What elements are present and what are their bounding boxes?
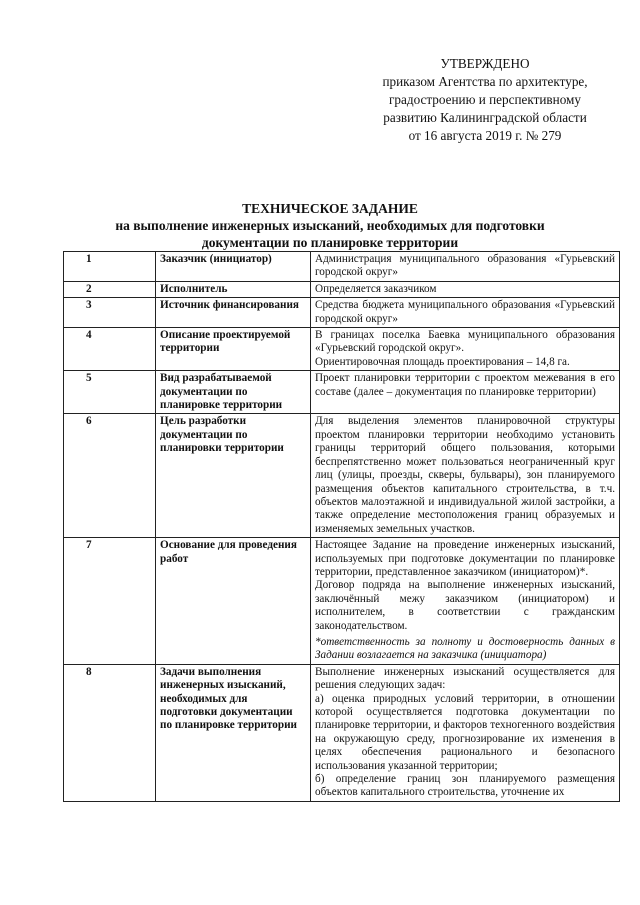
table-row — [64, 414, 620, 538]
row-value-paragraph: Настоящее Задание на проведение инженерных изысканий, используемых при подготовке документации по планировке территории, представленное заказчиком (инициатором)*. — [315, 539, 615, 578]
approval-block — [360, 55, 610, 145]
row-label: Описание проектируемой территории — [156, 328, 311, 371]
row-label: Задачи выполнения инженерных изысканий, необходимых для подготовки документации по планировке территории — [156, 664, 311, 801]
row-number: 5 — [64, 371, 156, 414]
approval-line: градостроению и перспективному — [389, 92, 581, 107]
row-number: 3 — [64, 298, 156, 328]
table-row — [64, 281, 620, 297]
row-value-paragraph: Администрация муниципального образования «Гурьевский городской округ» — [315, 253, 615, 279]
row-value-paragraph: б) определение границ зон планируемого размещения объектов капитального строительства, уточнение их — [315, 773, 615, 799]
approval-line: от 16 августа 2019 г. № 279 — [408, 128, 562, 143]
row-value-paragraph: В границах поселка Баевка муниципального образования «Гурьевский городской округ». — [315, 329, 615, 355]
approval-line: приказом Агентства по архитектуре, — [382, 74, 588, 89]
row-label: Источник финансирования — [156, 298, 311, 328]
row-value — [311, 538, 620, 665]
table-row — [64, 328, 620, 371]
row-number: 6 — [64, 414, 156, 538]
row-number: 4 — [64, 328, 156, 371]
row-number: 1 — [64, 252, 156, 282]
row-value-paragraph: Выполнение инженерных изысканий осуществляется для решения следующих задач: — [315, 665, 615, 692]
row-value — [311, 664, 620, 801]
title-subtitle-line: документации по планировке территории — [201, 235, 459, 250]
row-number: 7 — [64, 538, 156, 665]
row-label: Исполнитель — [156, 281, 311, 297]
title-main: ТЕХНИЧЕСКОЕ ЗАДАНИЕ — [242, 201, 418, 216]
row-label: Вид разрабатываемой документации по планировке территории — [156, 371, 311, 414]
row-value — [311, 298, 620, 328]
row-value-paragraph: Ориентировочная площадь проектирования – 14,8 га. — [315, 355, 570, 368]
row-label: Заказчик (инициатор) — [156, 252, 311, 282]
row-value-paragraph: Договор подряда на выполнение инженерных изысканий, заключённый межу заказчиком (инициатором) и исполнителем, в соответствии с гражданским законодательством. — [315, 579, 615, 632]
table-row — [64, 371, 620, 414]
row-value-paragraph: Средства бюджета муниципального образования «Гурьевский городской округ» — [315, 299, 615, 325]
row-label: Основание для проведения работ — [156, 538, 311, 665]
approval-line: развитию Калининградской области — [383, 110, 587, 125]
approval-heading: УТВЕРЖДЕНО — [440, 56, 530, 71]
row-number: 8 — [64, 664, 156, 801]
row-value-paragraph: Проект планировки территории с проектом межевания в его составе (далее – документация по планировке территории) — [315, 372, 615, 398]
row-number: 2 — [64, 281, 156, 297]
row-value-paragraph: Для выделения элементов планировочной структуры проектом планировки территории необходимо установить границы территорий общего пользования, которыми беспрепятственно может пользоваться неограниченный круг лиц (улицы, проезды, скверы, бульвары), зон планируемого размещения объектов капитального строительства, в т.ч. объектов малоэтажной и индивидуальной жилой застройки, а также определение местоположения границ образуемых и изменяемых земельных участков. — [315, 415, 615, 535]
table-row — [64, 252, 620, 282]
row-footnote: *ответственность за полноту и достоверность данных в Задании возлагается на заказчика (инициатора) — [315, 635, 615, 662]
row-value — [311, 414, 620, 538]
row-label: Цель разработки документации по планировки территории — [156, 414, 311, 538]
table-row — [64, 298, 620, 328]
table-row — [64, 664, 620, 801]
row-value — [311, 281, 620, 297]
row-value — [311, 328, 620, 371]
requirements-table — [63, 251, 620, 802]
row-value — [311, 371, 620, 414]
title-subtitle-line: на выполнение инженерных изысканий, необходимых для подготовки — [115, 218, 545, 233]
table-row — [64, 538, 620, 665]
row-value — [311, 252, 620, 282]
row-value-paragraph: а) оценка природных условий территории, в отношении которой осуществляется подготовка документации по планировке территории, и факторов техногенного воздействия на окружающую среду, прогнозирование их изменения в целях обеспечения рационального и безопасного использования указанной территории; — [315, 692, 615, 772]
row-value-paragraph: Определяется заказчиком — [315, 282, 437, 295]
document-title — [40, 200, 620, 251]
